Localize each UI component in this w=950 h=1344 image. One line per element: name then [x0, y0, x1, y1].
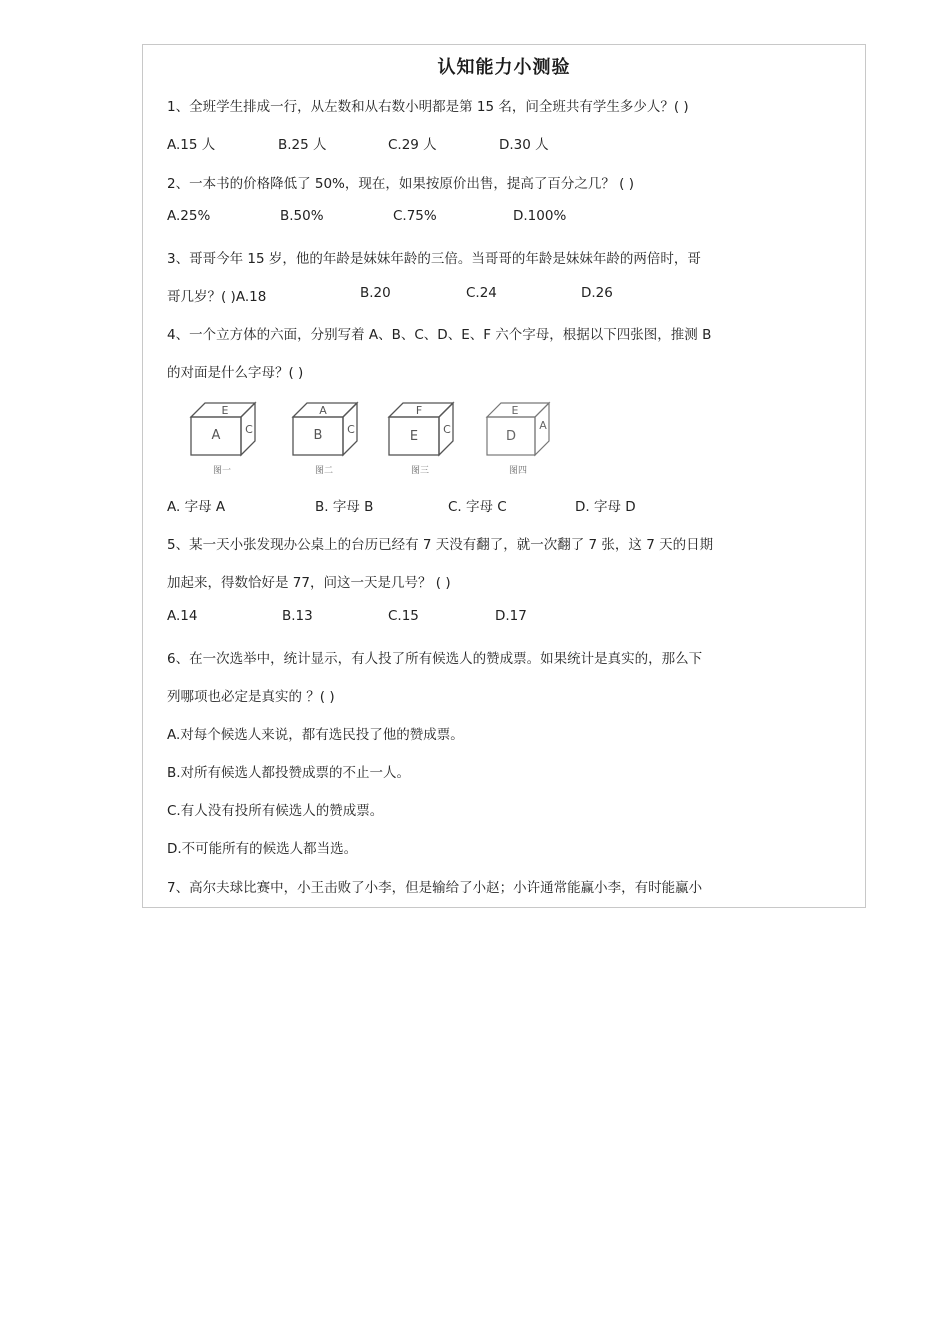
question-6-option-a: A.对每个候选人来说，都有选民投了他的赞成票。 — [167, 727, 464, 743]
question-4-option-c: C. 字母 C — [448, 499, 507, 515]
question-6-option-d: D.不可能所有的候选人都当选。 — [167, 841, 358, 857]
cube-right-letter: C — [443, 423, 451, 436]
question-5-option-b: B.13 — [282, 608, 313, 624]
cube-caption: 图四 — [508, 466, 527, 476]
question-1-option-c: C.29 人 — [388, 137, 437, 153]
cube-figure-1 — [187, 397, 267, 477]
cube-top-letter: F — [415, 404, 423, 417]
question-1-option-a: A.15 人 — [167, 137, 216, 153]
cube-front-letter: D — [505, 429, 517, 444]
cube-front-letter: A — [211, 428, 221, 443]
question-2-option-c: C.75% — [393, 208, 437, 224]
cube-front-letter: B — [313, 428, 323, 443]
question-1-option-d: D.30 人 — [499, 137, 549, 153]
question-4-line-1: 4、一个立方体的六面，分别写着 A、B、C、D、E、F 六个字母，根据以下四张图，推测 B — [167, 327, 712, 343]
question-3-line-2: 哥几岁？( )A.18 — [167, 289, 267, 305]
cube-front-letter: E — [409, 429, 419, 444]
question-6-option-b: B.对所有候选人都投赞成票的不止一人。 — [167, 765, 411, 781]
cube-icon — [385, 397, 457, 463]
question-3-option-d: D.26 — [581, 285, 613, 301]
question-4-line-2: 的对面是什么字母？( ) — [167, 365, 304, 381]
question-2-option-d: D.100% — [513, 208, 567, 224]
question-3-option-c: C.24 — [466, 285, 497, 301]
question-2-option-a: A.25% — [167, 208, 211, 224]
question-6-line-1: 6、在一次选举中，统计显示，有人投了所有候选人的赞成票。如果统计是真实的，那么下 — [167, 651, 703, 667]
cube-caption: 图二 — [314, 466, 333, 476]
question-5-line-2: 加起来，得数恰好是 77，问这一天是几号？ ( ) — [167, 575, 451, 591]
question-5-option-c: C.15 — [388, 608, 419, 624]
cube-icon — [187, 397, 259, 463]
question-3-option-b: B.20 — [360, 285, 391, 301]
question-7-line-1: 7、高尔夫球比赛中，小王击败了小李，但是输给了小赵；小许通常能赢小李，有时能赢小 — [167, 880, 703, 896]
cube-caption: 图一 — [212, 466, 231, 476]
cube-figure-4 — [483, 397, 563, 477]
cube-icon — [483, 397, 555, 463]
question-3-line-1: 3、哥哥今年 15 岁，他的年龄是妹妹年龄的三倍。当哥哥的年龄是妹妹年龄的两倍时，哥 — [167, 251, 701, 267]
question-4-option-b: B. 字母 B — [315, 499, 374, 515]
question-4-option-a: A. 字母 A — [167, 499, 226, 515]
question-5-option-a: A.14 — [167, 608, 198, 624]
cube-figure-2 — [289, 397, 369, 477]
cube-right-letter: C — [245, 423, 253, 436]
cube-figure-3 — [385, 397, 465, 477]
cube-top-letter: A — [319, 404, 327, 417]
cube-top-letter: E — [221, 404, 229, 417]
cube-right-letter: A — [539, 419, 547, 432]
cube-caption: 图三 — [410, 466, 429, 476]
worksheet-page — [142, 44, 866, 908]
question-1-option-b: B.25 人 — [278, 137, 327, 153]
question-6-option-c: C.有人没有投所有候选人的赞成票。 — [167, 803, 384, 819]
question-5-line-1: 5、某一天小张发现办公桌上的台历已经有 7 天没有翻了，就一次翻了 7 张，这 7 天的日期 — [167, 537, 714, 553]
cube-right-letter: C — [347, 423, 355, 436]
question-6-line-2: 列哪项也必定是真实的 ？( ) — [167, 689, 335, 705]
cube-icon — [289, 397, 361, 463]
cube-top-letter: E — [511, 404, 519, 417]
question-4-option-d: D. 字母 D — [575, 499, 636, 515]
question-2-text: 2、一本书的价格降低了 50%，现在，如果按原价出售，提高了百分之几？ ( ) — [167, 176, 635, 192]
question-2-option-b: B.50% — [280, 208, 324, 224]
page-title: 认知能力小测验 — [437, 57, 571, 78]
question-1-text: 1、全班学生排成一行，从左数和从右数小明都是第 15 名，问全班共有学生多少人？( ) — [167, 99, 689, 115]
question-5-option-d: D.17 — [495, 608, 527, 624]
